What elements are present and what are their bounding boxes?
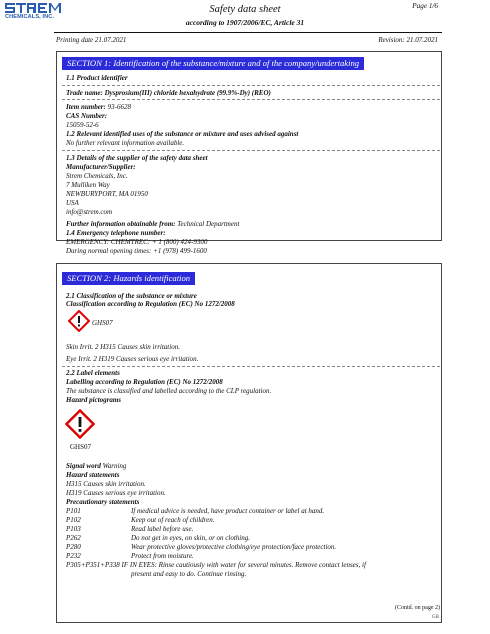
- address-line: USA: [66, 199, 79, 207]
- document-subtitle: according to 1907/2006/EC, Article 31: [185, 18, 305, 27]
- p-text: Do not get in eyes, on skin, or on clothing.: [131, 534, 250, 542]
- clp-statement: The substance is classified and labelled according to the CLP regulation.: [66, 387, 272, 395]
- eye-irrit: Eye Irrit. 2 H319 Causes serious eye irritation.: [66, 355, 199, 363]
- p-text: Wear protective gloves/protective clothing/eye protection/face protection.: [131, 543, 337, 551]
- document-title: Safety data sheet: [209, 4, 281, 15]
- classification-regulation: Classification according to Regulation (EC) No 1272/2008: [66, 300, 235, 308]
- cas-label: CAS Number:: [66, 112, 108, 120]
- signal-word: [66, 462, 126, 471]
- continued-note: (Contd. on page 2): [395, 605, 440, 611]
- normal-hours-number: During normal opening times: +1 (978) 499-1600: [66, 247, 207, 255]
- h315-statement: H315 Causes skin irritation.: [66, 480, 146, 488]
- divider: [62, 85, 440, 86]
- address-line: NEWBURYPORT, MA 01950: [66, 190, 148, 198]
- labelling-regulation: Labelling according to Regulation (EC) No 1272/2008: [66, 378, 223, 386]
- revision-date: Revision: 21.07.2021: [378, 36, 438, 44]
- further-info-label: Further information obtainable from:: [66, 220, 176, 228]
- divider: [62, 99, 440, 100]
- hazard-pictograms-label: Hazard pictograms: [66, 396, 122, 404]
- signal-word-value: Warning: [100, 462, 127, 470]
- divider: [62, 150, 440, 151]
- divider: [62, 366, 440, 367]
- cas-value: 15059-52-6: [66, 121, 99, 129]
- further-info: [66, 220, 239, 229]
- p-code: P262: [66, 534, 81, 542]
- p-text: Protect from moisture.: [131, 552, 194, 560]
- section-2-heading: SECTION 2: Hazards identification: [62, 272, 195, 285]
- s1-2-text: No further relevant information available.: [66, 139, 185, 147]
- manufacturer-label: Manufacturer/Supplier:: [66, 163, 136, 171]
- ghs07-exclamation-icon: [65, 409, 95, 439]
- p-text: Read label before use.: [131, 525, 194, 533]
- s1-1-heading: 1.1 Product identifier: [66, 74, 128, 82]
- p-code: P102: [66, 516, 81, 524]
- section-1-heading: SECTION 1: Identification of the substance/mixture and of the company/undertaking: [62, 57, 364, 70]
- p305-text: IF IN EYES: Rinse cautiously with water for several minutes. Remove contact lenses, if: [121, 561, 366, 569]
- email: info@strem.com: [66, 208, 113, 216]
- h319-statement: H319 Causes serious eye irritation.: [66, 489, 166, 497]
- trade-name: Trade name: Dysprosium(III) chloride hexahydrate (99.9%-Dy) (REO): [66, 89, 271, 97]
- s1-4-heading: 1.4 Emergency telephone number:: [66, 229, 166, 237]
- item-number-label: Item number:: [66, 103, 106, 111]
- item-number: [66, 103, 131, 112]
- emergency-number: EMERGENCY: CHEMTREC: + 1 (800) 424-9300: [66, 238, 208, 246]
- ghs07-label: GHS07: [92, 319, 113, 327]
- ghs07-pictogram-label: GHS07: [70, 443, 92, 451]
- p305-statement: [66, 561, 366, 570]
- printing-date: Printing date 21.07.2021: [56, 36, 127, 44]
- s1-3-heading: 1.3 Details of the supplier of the safety data sheet: [66, 154, 208, 162]
- precautionary-statements-label: Precautionary statements: [66, 498, 140, 506]
- ghs07-exclamation-icon: [68, 310, 90, 332]
- p-code: P101: [66, 507, 81, 515]
- item-number-value: 93-6628: [105, 103, 131, 111]
- header-rule: [54, 32, 442, 33]
- address-line: Strem Chemicals, Inc.: [66, 172, 128, 180]
- p305-code: P305+P351+P338: [66, 561, 120, 569]
- address-line: 7 Mulliken Way: [66, 181, 110, 189]
- further-info-value: Technical Department: [175, 220, 240, 228]
- p-code: P280: [66, 543, 81, 551]
- s2-2-heading: 2.2 Label elements: [66, 369, 120, 377]
- p305-text-continued: present and easy to do. Continue rinsing.: [131, 570, 247, 578]
- country-code: GB: [432, 615, 439, 620]
- p-text: If medical advice is needed, have product container or label at hand.: [131, 507, 325, 515]
- signal-word-label: Signal word: [66, 462, 101, 470]
- s2-1-heading: 2.1 Classification of the substance or mixture: [66, 292, 197, 300]
- p-text: Keep out of reach of children.: [131, 516, 215, 524]
- logo-subtitle: CHEMICALS, INC.: [5, 14, 55, 20]
- page-number: Page 1/6: [412, 2, 438, 10]
- p-code: P103: [66, 525, 81, 533]
- skin-irrit: Skin Irrit. 2 H315 Causes skin irritation.: [66, 343, 180, 351]
- p-code: P232: [66, 552, 81, 560]
- s1-2-heading: 1.2 Relevant identified uses of the substance or mixture and uses advised against: [66, 130, 299, 138]
- hazard-statements-label: Hazard statements: [66, 471, 120, 479]
